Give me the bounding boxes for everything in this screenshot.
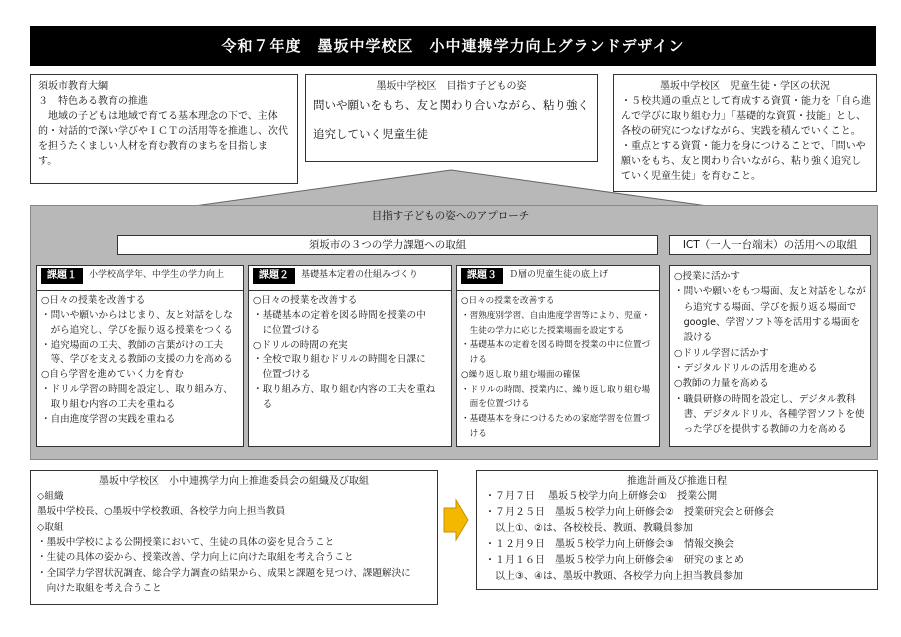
status-line: 願いをもち、友と関わり合いながら、粘り強く追究し xyxy=(621,156,861,167)
goal-box xyxy=(305,74,598,162)
ict-line: ○ドリル学習に活かす xyxy=(674,347,769,359)
city-tasks-label: 須坂市の３つの学力課題への取組 xyxy=(117,235,658,255)
ict-box xyxy=(669,265,871,447)
committee-line: ・墨坂中学校による公開授業において、生徒の具体の姿を見合うこと xyxy=(37,537,335,549)
status-line: 各校の研究につなげながら、実践を積んでいくこと。 xyxy=(621,126,861,137)
schedule-line: ・７月２５日 墨坂５校学力向上研修会② 授業研究会と研修会 xyxy=(485,507,774,518)
committee-box xyxy=(30,470,438,605)
task-line: ・基礎基本を身につけるための家庭学習を位置づ xyxy=(461,414,650,425)
approach-label: 目指す子どもの姿へのアプローチ xyxy=(371,210,530,222)
committee-line: ◇取組 xyxy=(37,521,64,533)
policy-line: 的・対話的で深い学びやＩＣＴの活用等を推進し、次代 xyxy=(38,126,288,137)
task-line: 生徒の学力に応じた授業場面を設定する xyxy=(461,325,625,336)
task-line: ・取り組み方、取り組む内容の工夫を重ね xyxy=(253,384,436,396)
status-line: ・５校共通の重点として育成する資質・能力を「自ら進 xyxy=(621,96,871,107)
task-line: 面を位置づける xyxy=(461,399,530,410)
status-line: ・重点とする資質・能力を身につけることで、「問いや xyxy=(621,141,866,152)
committee-heading: 墨坂中学校区 小中連携学力向上推進委員会の組織及び取組 xyxy=(99,476,369,487)
task-line: ・自由進度学習の実践を重ねる xyxy=(41,413,176,425)
goal-heading: 墨坂中学校区 目指す子どもの姿 xyxy=(376,81,527,92)
task-box-2 xyxy=(248,265,452,447)
task-line: ○日々の授業を改善する xyxy=(41,295,146,306)
task-line: ・基礎基本の定着を図る時間を授業の中 xyxy=(253,309,426,321)
schedule-line: 以上③、④は、墨坂中教頭、各校学力向上担当教員参加 xyxy=(485,571,743,582)
policy-line: 地域の子どもは地域で育てる基本理念の下で、主体 xyxy=(38,111,278,122)
task-line: ける xyxy=(461,429,487,440)
policy-line: を担うたくましい人材を育む教育のまちを目指しま xyxy=(38,141,268,152)
task-line: がら追究し、学びを振り返る授業をつくる xyxy=(41,324,233,336)
task-line: ○日々の授業を改善する xyxy=(461,296,555,306)
schedule-line: ・１月１６日 墨坂５校学力向上研修会④ 研究のまとめ xyxy=(485,555,744,566)
schedule-line: 以上①、②は、各校校長、教頭、教職員参加 xyxy=(485,523,693,534)
ict-line: ・デジタルドリルの活用を進める xyxy=(674,363,818,375)
committee-line: ・生徒の具体の姿から、授業改善、学力向上に向けた取組を考え合うこと xyxy=(37,552,354,564)
committee-line: 墨坂中学校長、○墨坂中学校教頭、各校学力向上担当教員 xyxy=(37,506,286,518)
ict-line: ○教師の力量を高める xyxy=(674,378,769,390)
task-line: ・基礎基本の定着を図る時間を授業の中に位置づ xyxy=(461,340,651,351)
task-line: ○ドリルの時間の充実 xyxy=(253,339,348,351)
task-line: ○繰り返し取り組む場面の確保 xyxy=(461,369,581,380)
ict-line: った学びを提供する教師の力を高める xyxy=(674,424,847,436)
committee-line: ◇組織 xyxy=(37,491,64,502)
task-line: ・全校で取り組むドリルの時間を日課に xyxy=(253,354,426,366)
task-label: 課題１ xyxy=(41,268,83,284)
ict-line: 設ける xyxy=(674,332,713,344)
task-box-1 xyxy=(36,265,244,447)
ict-line: ・職員研修の時間を設定し、デジタル教科 xyxy=(674,393,856,405)
task-line: ○自ら学習を進めていく力を育む xyxy=(41,369,184,381)
status-line: んで学びに取り組む力」「基礎的な資質・技能」とし、 xyxy=(621,111,866,122)
ict-line: ・問いや願いをもつ場面、友と対話をしなが xyxy=(674,286,866,298)
task-title: 小学校高学年、中学生の学力向上 xyxy=(89,270,225,281)
schedule-line: ・１２月９日 墨坂５校学力向上研修会③ 情報交換会 xyxy=(485,539,734,550)
committee-line: ・全国学力学習状況調査、総合学力調査の結果から、成果と課題を見つけ、課題解決に xyxy=(37,567,411,579)
task-line: ○日々の授業を改善する xyxy=(253,295,358,306)
page-title: 令和７年度 墨坂中学校区 小中連携学力向上グランドデザイン xyxy=(30,26,876,66)
task-line: に位置づける xyxy=(253,324,321,336)
ict-label: ICT（一人一台端末）の活用への取組 xyxy=(669,235,871,255)
goal-line-2: 追究していく児童生徒 xyxy=(313,127,428,142)
schedule-box xyxy=(476,470,878,590)
task-title: 基礎基本定着の仕組みづくり xyxy=(301,270,418,281)
task-line: ・ドリルの時間、授業内に、繰り返し取り組む場 xyxy=(461,384,651,395)
policy-heading: 須坂市教育大綱 xyxy=(38,81,108,92)
policy-line: す。 xyxy=(38,156,58,167)
committee-line: 向けた取組を考え合うこと xyxy=(37,583,162,595)
ict-line: ら追究する場面、学びを振り返る場面で xyxy=(674,301,857,313)
task-line: ・問いや願いからはじまり、友と対話をしな xyxy=(41,309,233,321)
task-line: ・習熟度別学習、自由進度学習等により、児童・ xyxy=(461,310,651,321)
ict-line: google、学習ソフト等を活用する場面を xyxy=(674,317,860,329)
task-box-3 xyxy=(456,265,660,447)
task-line: 等、学びを支える教師の支援の力を高める xyxy=(41,354,233,366)
status-line: ていく児童生徒」を育むこと。 xyxy=(621,171,761,182)
task-line: 取り組む内容の工夫を重ねる xyxy=(41,399,176,411)
status-heading: 墨坂中学校区 児童生徒・学区の状況 xyxy=(660,81,830,92)
task-label: 課題３ xyxy=(461,268,503,284)
arrow-right-icon xyxy=(442,498,470,542)
ict-line: 書、デジタルドリル、各種学習ソフトを使 xyxy=(674,409,865,421)
task-line: ける xyxy=(461,355,487,366)
schedule-heading: 推進計画及び推進日程 xyxy=(627,476,727,487)
task-line: る xyxy=(253,399,273,411)
ict-line: ○授業に活かす xyxy=(674,271,740,282)
goal-line-1: 問いや願いをもち、友と関わり合いながら、粘り強く xyxy=(313,98,589,112)
schedule-line: ・７月７日 墨坂５校学力向上研修会① 授業公開 xyxy=(485,491,718,502)
task-label: 課題２ xyxy=(253,268,295,284)
policy-subheading: ３ 特色ある教育の推進 xyxy=(38,96,148,107)
task-line: ・ドリル学習の時間を設定し、取り組み方、 xyxy=(41,384,233,396)
task-line: 位置づける xyxy=(253,369,311,381)
task-line: ・追究場面の工夫、教師の言葉がけの工夫 xyxy=(41,339,224,351)
task-title: Ｄ層の児童生徒の底上げ xyxy=(509,270,609,281)
